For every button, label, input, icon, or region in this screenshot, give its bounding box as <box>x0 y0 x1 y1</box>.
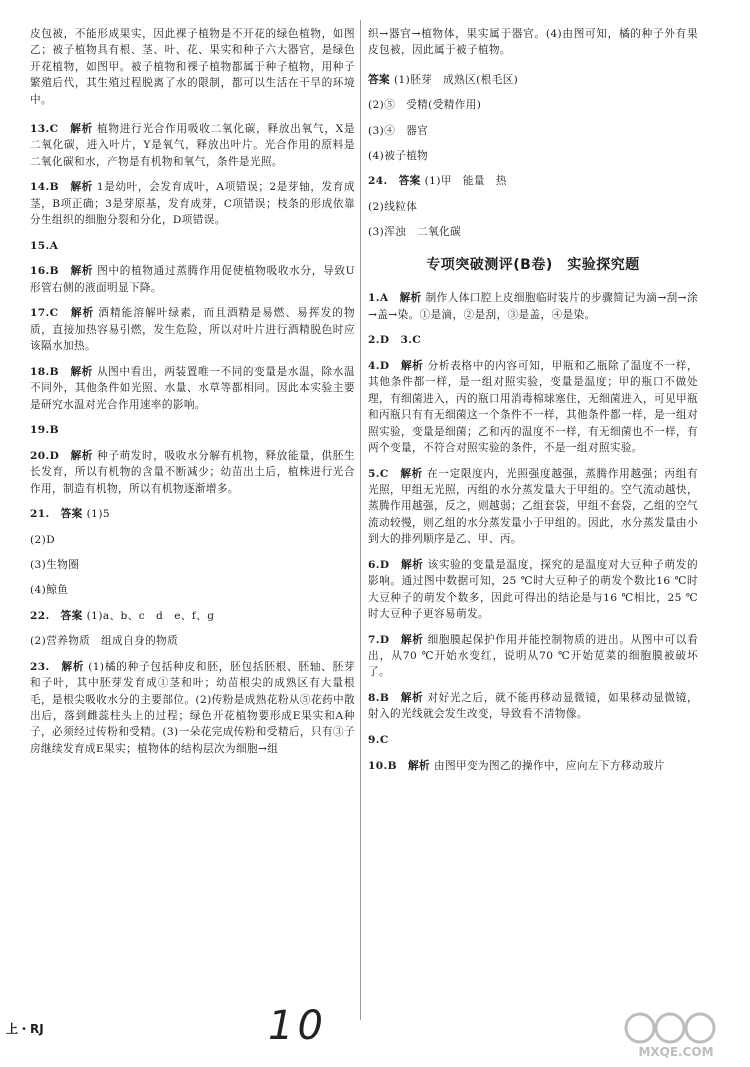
question-number: 19.B <box>30 424 59 437</box>
answer-line <box>368 173 698 189</box>
body-text: 由图甲变为图乙的操作中，应向左下方移动玻片 <box>434 759 665 772</box>
answer-line <box>368 148 698 164</box>
body-text: 对好光之后，就不能再移动显微镜，如果移动显微镜，射入的光线就会发生改变，导致看不清物像。 <box>368 692 698 721</box>
body-text: (1)5 <box>86 508 110 521</box>
body-text: 图中的植物通过蒸腾作用促使植物吸收水分，导致U形管右侧的液面明显下降。 <box>30 265 355 294</box>
answer-tag: 解析 <box>401 633 424 646</box>
answer-tag: 解析 <box>70 449 94 462</box>
body-text: 种子萌发时，吸收水分解有机物，释放能量，供胚生长发育，所以有机物的含量不断减少；幼苗出土后，植株进行光合作用，制造有机物，所以有机物逐渐增多。 <box>30 449 355 495</box>
question-number: 5.C <box>368 467 389 480</box>
question-item <box>30 305 355 354</box>
question-number: 2.D 3.C <box>368 334 422 347</box>
question-number: 10.B <box>368 759 397 772</box>
question-number: 20.D <box>30 449 60 462</box>
question-number: 7.D <box>368 633 390 646</box>
body-text: 制作人体口腔上皮细胞临时装片的步骤简记为滴→刮→涂→盖→染。①是滴，②是刮，③是盖，④是染。 <box>368 292 698 321</box>
watermark-logo <box>620 1010 732 1060</box>
answer-tag: 解析 <box>400 692 424 704</box>
body-text: (3)生物圈 <box>30 559 80 572</box>
answer-tag: 解析 <box>399 292 422 305</box>
question-number: 18.B <box>30 365 59 378</box>
question-item <box>30 238 355 254</box>
body-text: (4)鲸鱼 <box>30 584 69 597</box>
question-number: 24. <box>368 175 388 188</box>
answer-tag: 解析 <box>400 467 423 480</box>
question-number: 16.B <box>30 265 59 278</box>
question-number: 8.B <box>368 692 390 704</box>
question-number: 22. <box>30 609 50 622</box>
question-item <box>30 448 355 497</box>
body-text: 该实验的变量是温度，探究的是温度对大豆种子萌发的影响。通过图中数据可知，25 ℃时大豆种子的萌发个数比16 ℃时大豆种子的萌发个数多，因此可得出的结论是与16 ℃相比，25 ℃时大豆种子更容易萌发。 <box>368 558 698 620</box>
right-column <box>368 26 698 783</box>
body-text: 植物进行光合作用吸收二氧化碳，释放出氧气，X是二氧化碳，进入叶片，Y是氧气，释放出叶片。光合作用的原料是二氧化碳和水，产物是有机物和氧气，条件是光照。 <box>30 123 355 168</box>
question-number: 15.A <box>30 239 59 252</box>
question-item <box>368 758 698 774</box>
answer-tag: 解析 <box>401 558 424 571</box>
body-text: (1)甲 能量 热 <box>424 175 507 188</box>
question-number: 17.C <box>30 307 59 320</box>
section-title: 专项突破测评(B卷) 实验探究题 <box>426 256 640 273</box>
handwritten-page-number: 10 <box>268 1003 327 1049</box>
body-text: (1)橘的种子包括种皮和胚，胚包括胚根、胚轴、胚芽和子叶，其中胚芽发育成①茎和叶；幼苗根尖的成熟区有大量根毛，是根尖吸收水分的主要部位。(2)传粉是成熟花粉从⑤花药中散出后，落到雌蕊柱头上的过程；绿色开花植物要形成E果实和A种子，必须经过传粉和受精。(3)一朵花完成传粉和受精后，只有③子房继续发育成E果实；植物体的结构层次为细胞→组 <box>30 660 355 755</box>
answer-tag: 答案 <box>368 73 390 86</box>
continued-paragraph <box>30 26 355 108</box>
answer-line <box>30 608 355 624</box>
answer-tag: 解析 <box>70 181 93 194</box>
question-item <box>368 690 698 723</box>
question-number: 9.C <box>368 734 389 746</box>
body-text: (2)营养物质 组成自身的物质 <box>30 635 179 648</box>
question-item <box>30 179 355 228</box>
question-number: 23. <box>30 660 50 673</box>
question-item <box>30 364 355 413</box>
body-text: (4)被子植物 <box>368 150 429 163</box>
body-text: 织→器官→植物体，果实属于器官。(4)由图可知，橘的种子外有果皮包被，因此属于被子植物。 <box>368 28 698 57</box>
answer-tag: 答案 <box>60 508 83 521</box>
answer-tag: 解析 <box>70 123 93 136</box>
body-text: (3)浑浊 二氧化碳 <box>368 226 462 239</box>
question-item <box>368 332 698 348</box>
body-text: 酒精能溶解叶绿素，而且酒精是易燃、易挥发的物质，直接加热容易引燃，发生危险，所以对叶片进行酒精脱色时应该隔水加热。 <box>30 307 355 353</box>
question-number: 6.D <box>368 558 390 571</box>
body-text: 细胞膜起保护作用并能控制物质的进出。从图中可以看出，从70 ℃开始水变红，说明从70 ℃开始苋菜的细胞膜被破坏了。 <box>368 633 698 679</box>
body-text: (2)线粒体 <box>368 200 418 213</box>
body-text: 分析表格中的内容可知，甲瓶和乙瓶除了温度不一样，其他条件都一样，是一组对照实验，变量是温度；甲的瓶口不做处理，有细菌进入，丙的瓶口用消毒棉球塞住，无细菌进入，可见甲瓶和丙瓶只有有无细菌这一个条件不一样，其他条件都一样，是一组对照实验，变量是细菌；乙和丙的温度不一样，有无细菌也不一样，有两个变量，不符合对照实验的条件，不是一组对照实验。 <box>368 359 698 454</box>
question-item <box>368 290 698 323</box>
body-text: (2)D <box>30 533 56 546</box>
answer-tag: 解析 <box>61 660 85 673</box>
answer-line <box>368 224 698 240</box>
answer-line <box>30 582 355 598</box>
question-number: 14.B <box>30 181 59 194</box>
answer-line <box>368 199 698 215</box>
question-item <box>30 422 355 438</box>
answer-line <box>368 72 698 88</box>
body-text: (3)④ 器官 <box>368 124 429 137</box>
left-column <box>30 26 355 766</box>
question-item <box>368 557 698 623</box>
body-text: (1)胚芽 成熟区(根毛区) <box>394 73 519 86</box>
question-item <box>30 263 355 296</box>
column-divider <box>360 20 361 1020</box>
answer-line <box>368 123 698 139</box>
question-item <box>368 358 698 456</box>
answer-line <box>30 557 355 573</box>
question-item <box>368 466 698 548</box>
answer-tag: 答案 <box>398 175 421 188</box>
question-item <box>30 121 355 170</box>
continued-paragraph <box>368 26 698 59</box>
answer-line <box>30 506 355 522</box>
question-item <box>368 732 698 748</box>
answer-line <box>30 633 355 649</box>
body-text: 皮包被，不能形成果实，因此裸子植物是不开花的绿色植物，如图乙；被子植物具有根、茎、叶、花、果实和种子六大器官，是绿色开花植物，如图甲。被子植物和裸子植物都属于种子植物，用种子繁殖后代，其生殖过程脱离了水的限制，都可以生活在干旱的环境中。 <box>30 28 355 106</box>
question-number: 21. <box>30 508 50 521</box>
question-item <box>368 632 698 681</box>
question-number: 1.A <box>368 292 389 305</box>
answer-tag: 解析 <box>401 359 424 372</box>
question-item <box>30 659 355 757</box>
body-text: 1是幼叶，会发育成叶，A项错误；2是芽轴，发育成茎，B项正确；3是芽原基，发育成芽，C项错误；枝条的形成依靠分生组织的细胞分裂和分化，D项错误。 <box>30 181 355 227</box>
answer-tag: 解析 <box>70 307 95 320</box>
question-number: 4.D <box>368 359 390 372</box>
body-text: (1)a、b、c d e、f、g <box>86 609 215 622</box>
edition-mark: 上・RJ <box>6 1022 44 1036</box>
body-text: (2)⑤ 受精(受精作用) <box>368 99 482 112</box>
answer-line <box>368 97 698 113</box>
answer-tag: 解析 <box>70 265 94 278</box>
svg-text:MXQE.COM: MXQE.COM <box>638 1045 714 1059</box>
answer-line <box>30 532 355 548</box>
body-text: 从图中看出，两装置唯一不同的变量是水温，除水温不同外，其他条件如光照、水量、水草等都相同。因此本实验主要是研究水温对光合作用速率的影响。 <box>30 365 355 411</box>
question-number: 13.C <box>30 123 59 136</box>
answer-tag: 解析 <box>70 365 93 378</box>
body-text: 在一定限度内，光照强度越强，蒸腾作用越强；丙组有光照，甲组无光照，丙组的水分蒸发量大于甲组的。空气流动越快，蒸腾作用越强，反之，则越弱；乙组套袋，甲组不套袋，乙组的空气流动较慢，则乙组的水分蒸发量小于甲组的。因此，水分蒸发量由小到大的排列顺序是乙、甲、丙。 <box>368 467 698 546</box>
answer-tag: 答案 <box>60 609 83 622</box>
answer-tag: 解析 <box>408 759 430 772</box>
